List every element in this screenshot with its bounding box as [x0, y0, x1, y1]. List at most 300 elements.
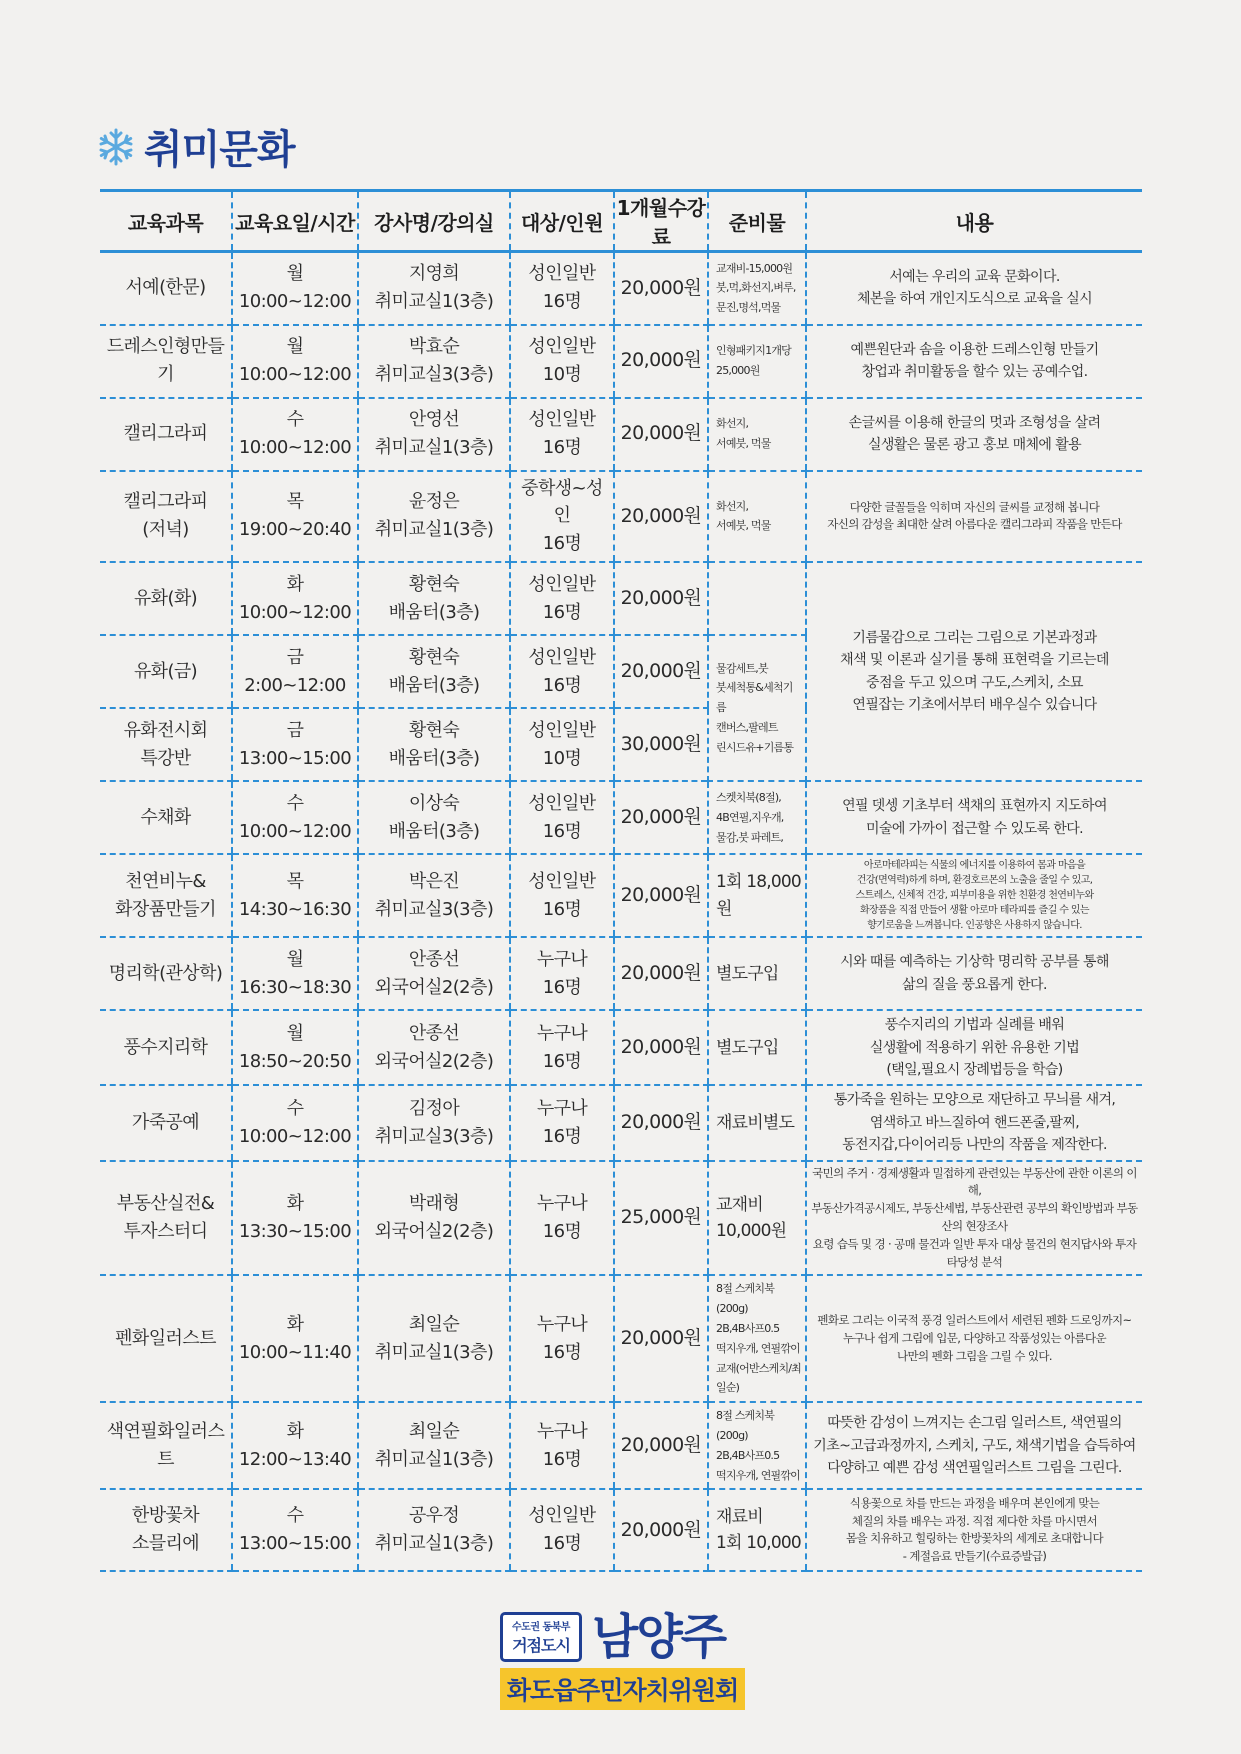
- materials-line: 물감세트,붓: [716, 661, 768, 675]
- target-text: 성인일반: [528, 263, 596, 285]
- fee-text: 20,000원: [620, 1327, 702, 1350]
- room-text: 배움터(3층): [388, 601, 480, 623]
- fee-cell: [614, 854, 708, 937]
- table-row: [100, 1402, 1142, 1489]
- time-text: 12:00~13:40: [238, 1448, 352, 1470]
- column-header: 교육과목: [100, 191, 232, 252]
- table-row: [100, 1010, 1142, 1085]
- subject-text: 캘리그라피: [123, 423, 208, 445]
- room-text: 외국어실2(2층): [374, 976, 494, 998]
- time-text: 10:00~12:00: [238, 437, 352, 458]
- column-header: 대상/인원: [510, 191, 614, 252]
- table-row: [100, 1085, 1142, 1160]
- room-text: 취미교실1(3층): [374, 291, 494, 313]
- target-text: 성인일반: [528, 870, 596, 892]
- instructor-cell: [358, 635, 510, 708]
- materials-line: 10,000원: [716, 1220, 787, 1241]
- time-text: 13:30~15:00: [238, 1220, 352, 1242]
- content-cell: [806, 1010, 1142, 1085]
- subject-cell: [100, 398, 232, 471]
- instructor-name: 최일순: [408, 1313, 460, 1335]
- subject-text: 풍수지리학: [123, 1036, 208, 1058]
- content-line: 나만의 펜화 그림을 그릴 수 있다.: [897, 1348, 1052, 1363]
- fee-text: 20,000원: [620, 276, 702, 299]
- schedule-cell: [232, 1010, 358, 1085]
- materials-cell: [708, 562, 806, 635]
- capacity-text: 16명: [542, 601, 582, 623]
- table-row: [100, 562, 1142, 635]
- logo-top: [500, 1609, 745, 1665]
- instructor-name: 황현숙: [408, 646, 460, 668]
- badge-top-text: 수도권 동북부: [512, 1622, 570, 1633]
- target-text: 성인일반: [528, 792, 596, 814]
- time-text: 19:00~20:40: [238, 519, 352, 541]
- content-cell: [806, 937, 1142, 1010]
- materials-cell: [708, 1161, 806, 1276]
- materials-cell: [708, 635, 806, 781]
- time-text: 10:00~11:40: [238, 1341, 352, 1363]
- schedule-cell: [232, 1161, 358, 1276]
- content-line: 몸을 치유하고 힐링하는 한방꽃차의 세계로 초대합니다: [846, 1531, 1103, 1546]
- content-cell: [806, 1161, 1142, 1276]
- materials-cell: [708, 1085, 806, 1160]
- instructor-name: 최일순: [408, 1420, 460, 1442]
- capacity-text: 16명: [542, 976, 582, 998]
- fee-cell: [614, 1010, 708, 1085]
- column-header: 강사명/강의실: [358, 191, 510, 252]
- target-text: 성인일반: [528, 336, 596, 358]
- materials-cell: [708, 1275, 806, 1402]
- schedule-cell: [232, 1085, 358, 1160]
- subject-text: 펜화일러스트: [115, 1327, 216, 1349]
- target-cell: [510, 1161, 614, 1276]
- materials-line: 2B,4B사프0.5: [716, 1448, 780, 1462]
- section-header: [96, 118, 295, 175]
- capacity-text: 16명: [542, 1341, 582, 1363]
- instructor-name: 박은진: [408, 870, 460, 892]
- materials-line: 서예붓, 먹물: [716, 437, 771, 450]
- schedule-cell: [232, 471, 358, 563]
- instructor-name: 안종선: [408, 1022, 460, 1044]
- materials-cell: [708, 325, 806, 398]
- fee-cell: [614, 635, 708, 708]
- subject-cell: [100, 252, 232, 325]
- time-text: 14:30~16:30: [238, 898, 352, 920]
- materials-line: 재료비별도: [716, 1112, 795, 1133]
- instructor-cell: [358, 937, 510, 1010]
- materials-line: 화선지,: [716, 417, 749, 431]
- fee-text: 20,000원: [620, 659, 702, 682]
- instructor-name: 황현숙: [408, 719, 460, 741]
- day-text: 수: [286, 1098, 304, 1120]
- materials-line: 교재비: [716, 1194, 763, 1215]
- materials-line: 화선지,: [716, 499, 749, 513]
- subject-text: (저녁): [142, 519, 189, 541]
- instructor-name: 안영선: [408, 409, 460, 431]
- instructor-cell: [358, 398, 510, 471]
- schedule-cell: [232, 635, 358, 708]
- instructor-name: 이상숙: [408, 792, 460, 814]
- subject-cell: [100, 1275, 232, 1402]
- column-header: 준비물: [708, 191, 806, 252]
- capacity-text: 16명: [542, 898, 582, 920]
- target-text: 성인일반: [528, 409, 596, 431]
- instructor-cell: [358, 1489, 510, 1571]
- instructor-cell: [358, 1275, 510, 1402]
- fee-cell: [614, 1402, 708, 1489]
- materials-line: 붓,먹,화선지,벼루,: [716, 281, 796, 295]
- content-line: 삶의 질을 풍요롭게 한다.: [902, 976, 1047, 993]
- table-row: [100, 471, 1142, 563]
- materials-cell: [708, 1402, 806, 1489]
- target-text: 누구나: [536, 1193, 588, 1215]
- target-text: 성인일반: [528, 719, 596, 741]
- fee-cell: [614, 1161, 708, 1276]
- target-cell: [510, 1010, 614, 1085]
- content-line: 따뜻한 감성이 느껴지는 손그림 일러스트, 색연필의: [827, 1415, 1122, 1432]
- schedule-cell: [232, 781, 358, 854]
- content-line: 건강(면역력)하게 하며, 환경호르몬의 노출을 줄일 수 있고,: [856, 875, 1093, 887]
- content-line: 서예는 우리의 교육 문화이다.: [889, 268, 1060, 285]
- subject-cell: [100, 325, 232, 398]
- target-cell: [510, 854, 614, 937]
- table-row: [100, 937, 1142, 1010]
- capacity-text: 16명: [542, 291, 582, 313]
- subject-text: 서예(한문): [125, 277, 206, 299]
- fee-cell: [614, 1489, 708, 1571]
- header-row: [100, 191, 1142, 252]
- room-text: 취미교실1(3층): [374, 437, 494, 458]
- capacity-text: 16명: [542, 1050, 582, 1072]
- materials-line: 서예붓, 먹물: [716, 519, 771, 533]
- schedule-cell: [232, 708, 358, 781]
- instructor-cell: [358, 1161, 510, 1276]
- content-line: 요령 습득 및 경 · 공매 물건과 일반 투자 대상 물건의 현지답사와 투자 타당성 분석: [812, 1236, 1137, 1269]
- table-row: [100, 781, 1142, 854]
- subject-text: 소믈리에: [131, 1533, 200, 1555]
- time-text: 10:00~12:00: [238, 820, 352, 842]
- table-row: [100, 398, 1142, 471]
- content-cell: [806, 1275, 1142, 1402]
- content-line: 식용꽃으로 차를 만드는 과정을 배우며 본인에게 맞는: [849, 1495, 1100, 1510]
- content-line: 실생활은 물론 광고 홍보 매체에 활용: [867, 437, 1082, 453]
- capacity-text: 10명: [542, 364, 582, 385]
- day-text: 화: [286, 1313, 304, 1335]
- materials-line: 25,000원: [716, 364, 760, 377]
- content-line: 기름물감으로 그리는 그림으로 기본과정과: [852, 629, 1097, 646]
- instructor-name: 김정아: [408, 1098, 460, 1120]
- content-line: 체본을 하여 개인지도식으로 교육을 실시: [856, 291, 1093, 308]
- materials-cell: [708, 252, 806, 325]
- materials-line: 스켓치북(8절),: [716, 790, 782, 804]
- capacity-text: 10명: [542, 747, 582, 769]
- target-text: 성인일반: [528, 573, 596, 595]
- fee-cell: [614, 252, 708, 325]
- fee-cell: [614, 471, 708, 563]
- fee-text: 20,000원: [620, 1111, 702, 1134]
- subject-text: 유화(금): [133, 660, 198, 682]
- target-cell: [510, 937, 614, 1010]
- fee-cell: [614, 781, 708, 854]
- instructor-name: 윤정은: [408, 491, 460, 513]
- fee-cell: [614, 398, 708, 471]
- target-text: 누구나: [536, 948, 588, 970]
- schedule-cell: [232, 1275, 358, 1402]
- subject-cell: [100, 1489, 232, 1571]
- fee-text: 20,000원: [620, 883, 702, 906]
- capacity-text: 16명: [542, 1533, 582, 1555]
- subject-cell: [100, 562, 232, 635]
- day-text: 월: [286, 948, 304, 970]
- content-line: 중점을 두고 있으며 구도,스케치, 소묘: [866, 674, 1083, 691]
- city-badge: [500, 1612, 582, 1662]
- instructor-cell: [358, 252, 510, 325]
- subject-text: 색연필화일러스트: [106, 1420, 225, 1470]
- time-text: 13:00~15:00: [238, 747, 352, 769]
- content-cell: [806, 398, 1142, 471]
- room-text: 배움터(3층): [388, 747, 480, 769]
- subject-text: 드레스인형만들기: [106, 336, 225, 385]
- city-name: 남양주: [592, 1609, 726, 1665]
- table-row: [100, 854, 1142, 937]
- day-text: 월: [286, 263, 304, 285]
- materials-line: 물감,붓 파레트,: [716, 830, 784, 844]
- schedule-cell: [232, 854, 358, 937]
- subject-cell: [100, 781, 232, 854]
- content-cell: [806, 781, 1142, 854]
- day-text: 화: [286, 573, 304, 595]
- subject-cell: [100, 471, 232, 563]
- badge-bottom-text: 거점도시: [512, 1636, 570, 1655]
- instructor-name: 황현숙: [408, 573, 460, 595]
- section-title: 취미문화: [144, 127, 295, 173]
- footer-logo: [500, 1609, 745, 1710]
- content-cell: [806, 854, 1142, 937]
- content-line: 실생활에 적용하기 위한 유용한 기법: [869, 1039, 1080, 1056]
- materials-cell: [708, 937, 806, 1010]
- day-text: 화: [286, 1193, 304, 1215]
- capacity-text: 16명: [542, 674, 582, 696]
- target-cell: [510, 1275, 614, 1402]
- day-text: 금: [286, 646, 304, 668]
- materials-line: 교재(어반스케치/최일순): [716, 1361, 802, 1395]
- target-cell: [510, 1085, 614, 1160]
- subject-text: 유화(화): [133, 587, 198, 609]
- subject-text: 캘리그라피: [123, 491, 208, 513]
- fee-text: 20,000원: [620, 805, 702, 828]
- content-line: 손글씨를 이용해 한글의 멋과 조형성을 살려: [848, 414, 1101, 431]
- content-cell: [806, 1085, 1142, 1160]
- room-text: 취미교실1(3층): [374, 1341, 494, 1363]
- column-header: 1개월수강료: [614, 191, 708, 252]
- content-line: 창업과 취미활동을 할수 있는 공예수업.: [861, 364, 1088, 380]
- target-cell: [510, 471, 614, 563]
- materials-cell: [708, 781, 806, 854]
- materials-line: 붓세척통&세척기름: [716, 681, 793, 715]
- content-cell: [806, 1489, 1142, 1571]
- time-text: 10:00~12:00: [238, 601, 352, 623]
- content-line: (택일,필요시 장례법등을 학습): [886, 1061, 1063, 1078]
- materials-line: 린시드유+기름통: [716, 740, 794, 754]
- content-line: 풍수지리의 기법과 실례를 배워: [884, 1017, 1065, 1034]
- fee-text: 20,000원: [620, 1036, 702, 1059]
- capacity-text: 16명: [542, 1125, 582, 1147]
- room-text: 외국어실2(2층): [374, 1050, 494, 1072]
- room-text: 외국어실2(2층): [374, 1220, 494, 1242]
- subject-text: 투자스터디: [123, 1220, 208, 1242]
- content-line: 통가죽을 원하는 모양으로 재단하고 무늬를 새겨,: [833, 1092, 1116, 1109]
- time-text: 10:00~12:00: [238, 291, 352, 313]
- fee-text: 25,000원: [620, 1206, 702, 1229]
- target-cell: [510, 325, 614, 398]
- subject-cell: [100, 937, 232, 1010]
- capacity-text: 16명: [542, 1220, 582, 1242]
- content-line: 동전지갑,다이어리등 나만의 작품을 제작한다.: [842, 1137, 1107, 1154]
- materials-line: 재료비: [716, 1507, 763, 1528]
- schedule-cell: [232, 937, 358, 1010]
- content-line: 기초~고급과정까지, 스케치, 구도, 채색기법을 습득하여: [813, 1437, 1136, 1454]
- materials-cell: [708, 398, 806, 471]
- materials-line: 2B,4B사프0.5: [716, 1321, 780, 1335]
- capacity-text: 16명: [542, 820, 582, 842]
- instructor-cell: [358, 471, 510, 563]
- instructor-name: 지영희: [408, 263, 460, 285]
- day-text: 목: [286, 870, 304, 892]
- content-line: 다양하고 예쁜 감성 색연필일러스트 그림을 그린다.: [827, 1459, 1122, 1476]
- target-cell: [510, 708, 614, 781]
- room-text: 취미교실1(3층): [374, 519, 494, 541]
- time-text: 10:00~12:00: [238, 364, 352, 385]
- subject-cell: [100, 708, 232, 781]
- target-cell: [510, 398, 614, 471]
- column-header: 내용: [806, 191, 1142, 252]
- fee-cell: [614, 937, 708, 1010]
- content-line: 국민의 주거 · 경제생활과 밀접하게 관련있는 부동산에 관한 이론의 이해,: [812, 1165, 1137, 1198]
- subject-text: 부동산실전&: [116, 1193, 215, 1215]
- content-line: 체질의 차를 배우는 과정. 직접 제다한 차를 마시면서: [851, 1513, 1098, 1528]
- subject-text: 수채화: [140, 806, 191, 828]
- snowflake-icon: [96, 127, 136, 167]
- table-row: [100, 252, 1142, 325]
- room-text: 배움터(3층): [388, 820, 480, 842]
- instructor-cell: [358, 1085, 510, 1160]
- fee-cell: [614, 562, 708, 635]
- day-text: 목: [286, 491, 304, 513]
- schedule-cell: [232, 562, 358, 635]
- materials-cell: [708, 1010, 806, 1085]
- schedule-cell: [232, 1489, 358, 1571]
- subject-text: 특강반: [140, 747, 191, 769]
- day-text: 수: [286, 1505, 304, 1527]
- room-text: 취미교실3(3층): [374, 898, 494, 920]
- schedule-cell: [232, 325, 358, 398]
- room-text: 취미교실3(3층): [374, 364, 494, 385]
- content-line: 스트레스, 신체적 건강, 피부미용을 위한 친환경 천연비누와: [855, 890, 1094, 902]
- fee-text: 20,000원: [620, 961, 702, 984]
- capacity-text: 16명: [542, 1448, 582, 1470]
- target-text: 중학생~성인: [521, 477, 603, 527]
- instructor-cell: [358, 781, 510, 854]
- fee-text: 20,000원: [620, 422, 702, 445]
- content-line: 자신의 감성을 최대한 살려 아름다운 캘리그라피 작품을 만든다: [827, 517, 1122, 532]
- course-table: [100, 189, 1142, 1572]
- day-text: 월: [286, 1022, 304, 1044]
- content-cell: [806, 252, 1142, 325]
- column-header: 교육요일/시간: [232, 191, 358, 252]
- materials-line: 8절 스케치북(200g): [716, 1409, 775, 1442]
- room-text: 배움터(3층): [388, 674, 480, 696]
- target-text: 누구나: [536, 1313, 588, 1335]
- materials-line: 문진,명석,먹물: [716, 301, 781, 315]
- content-line: 미술에 가까이 접근할 수 있도록 한다.: [866, 820, 1083, 837]
- table-row: [100, 325, 1142, 398]
- room-text: 취미교실3(3층): [374, 1125, 494, 1147]
- room-text: 취미교실1(3층): [374, 1533, 494, 1555]
- schedule-cell: [232, 398, 358, 471]
- content-line: 향기로움을 느껴봅니다. 인공향은 사용하지 않습니다.: [867, 920, 1082, 932]
- instructor-name: 안종선: [408, 948, 460, 970]
- content-line: 화장품을 직접 만들어 생활 아로마 테라피를 즐길 수 있는: [859, 905, 1089, 917]
- materials-line: 인형패키지1개당: [716, 344, 791, 358]
- subject-cell: [100, 1402, 232, 1489]
- table-row: [100, 1275, 1142, 1402]
- materials-cell: [708, 471, 806, 563]
- content-line: 염색하고 바느질하여 핸드폰줄,팔찌,: [869, 1114, 1080, 1131]
- table-body: [100, 252, 1142, 1572]
- subject-text: 천연비누&: [125, 870, 206, 892]
- time-text: 16:30~18:30: [238, 976, 352, 998]
- target-cell: [510, 781, 614, 854]
- capacity-text: 16명: [542, 437, 582, 458]
- fee-text: 20,000원: [620, 586, 702, 609]
- subject-cell: [100, 1085, 232, 1160]
- instructor-cell: [358, 562, 510, 635]
- target-cell: [510, 562, 614, 635]
- content-line: 예쁜원단과 솜을 이용한 드레스인형 만들기: [850, 341, 1099, 358]
- instructor-name: 박효순: [408, 336, 460, 358]
- target-text: 성인일반: [528, 1505, 596, 1527]
- room-text: 취미교실1(3층): [374, 1448, 494, 1470]
- content-cell: [806, 325, 1142, 398]
- capacity-text: 16명: [542, 533, 582, 555]
- target-cell: [510, 1489, 614, 1571]
- committee-name: 화도읍주민자치위원회: [500, 1668, 745, 1710]
- materials-line: 캔버스,팔레트: [716, 721, 778, 735]
- target-cell: [510, 252, 614, 325]
- instructor-cell: [358, 325, 510, 398]
- materials-line: 1회 18,000원: [716, 872, 801, 919]
- target-cell: [510, 635, 614, 708]
- fee-text: 20,000원: [620, 504, 702, 527]
- day-text: 수: [286, 409, 304, 431]
- time-text: 18:50~20:50: [238, 1050, 352, 1072]
- day-text: 화: [286, 1420, 304, 1442]
- target-cell: [510, 1402, 614, 1489]
- materials-cell: [708, 1489, 806, 1571]
- materials-line: 1회 10,000: [716, 1533, 801, 1554]
- fee-text: 20,000원: [620, 1518, 702, 1541]
- materials-cell: [708, 854, 806, 937]
- fee-text: 20,000원: [620, 1434, 702, 1457]
- fee-text: 20,000원: [620, 349, 702, 372]
- materials-line: 떡지우개, 연필깎이: [716, 1341, 801, 1355]
- materials-line: 4B연필,지우개,: [716, 810, 784, 824]
- instructor-cell: [358, 854, 510, 937]
- content-cell: [806, 471, 1142, 563]
- schedule-cell: [232, 252, 358, 325]
- course-table-wrapper: [100, 189, 1142, 1572]
- fee-cell: [614, 1085, 708, 1160]
